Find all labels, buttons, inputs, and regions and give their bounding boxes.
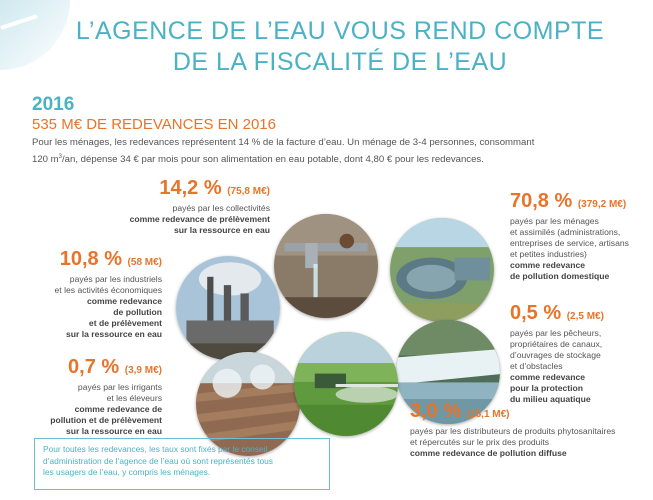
stat-industriels-bold-2: de pollution [113,307,162,317]
stat-menages-line-4: et petites industries) [510,249,587,259]
stat-menages-line-3: entreprises de service, artisans [510,238,629,248]
stat-collectivites-bold-1: comme redevance de prélèvement [129,214,270,224]
corner-stripe [0,14,37,30]
stat-menages-percent: 70,8 % [510,190,573,212]
stat-industriels-amount: (58 M€) [127,257,162,268]
stat-industriels-line-1: payés par les industriels [69,274,162,284]
stat-distributeurs-amount: (16,1 M€) [466,409,510,420]
intro-volume-exponent: 3 [58,154,63,160]
stat-industriels-line-2: et les activités économiques [54,285,162,295]
stat-menages-amount: (379,2 M€) [577,199,627,210]
info-box-line-1: Pour toutes les redevances, les taux sont fixés par le conseil [43,444,268,454]
subtitle: 535 M€ DE REDEVANCES EN 2016 [32,116,276,133]
stat-industriels-bold-4: sur la ressource en eau [65,329,162,339]
stat-menages-line-2: et assimilés (administrations, [510,227,621,237]
stat-pecheurs-line-3: d’ouvrages de stockage [510,350,601,360]
stat-distributeurs [410,400,650,459]
stat-distributeurs-header [410,400,650,426]
stat-irrigants [20,356,162,437]
stat-collectivites-header [70,177,270,203]
stat-distributeurs-line-1: payés par les distributeurs de produits phytosanitaires [410,426,616,436]
stat-irrigants-bold-2: pollution et de prélèvement [50,415,162,425]
info-box-line-2: d’administration de l’agence de l’eau où sont représentés tous [43,455,273,466]
stat-irrigants-percent: 0,7 % [68,356,120,378]
intro-paragraph [32,136,632,167]
stat-pecheurs-line-2: propriétaires de canaux, [510,339,603,349]
stat-pecheurs-bold-3: du milieu aquatique [510,394,591,404]
stat-pecheurs-bold-2: pour la protection [510,383,584,393]
stat-pecheurs-amount: (2,5 M€) [566,311,604,322]
stat-menages [510,190,650,282]
stat-industriels-header [14,248,162,274]
stat-irrigants-amount: (3,9 M€) [124,365,162,376]
stat-irrigants-header [20,356,162,382]
stat-collectivites [70,177,270,236]
intro-line-2 [32,150,632,167]
stat-pecheurs-bold-1: comme redevance [510,372,585,382]
stat-pecheurs-percent: 0,5 % [510,302,562,324]
stat-industriels-bold-3: et de prélèvement [88,318,162,328]
year-heading: 2016 [32,94,75,115]
stat-industriels-bold-1: comme redevance [87,296,162,306]
stat-pecheurs-header [510,302,650,328]
stat-collectivites-line-1: payés par les collectivités [172,203,270,213]
stat-irrigants-line-1: payés par les irrigants [77,382,162,392]
stat-menages-header [510,190,650,216]
intro-line-1: Pour les ménages, les redevances représentent 14 % de la facture d’eau. Un ménage de 3-4 personnes, consommant [32,137,535,148]
intro-volume: 120 m [32,154,59,166]
info-box [34,438,330,490]
stat-irrigants-bold-3: sur la ressource en eau [65,426,162,436]
stat-menages-bold-1: comme redevance [510,260,585,270]
stat-menages-line-1: payés par les ménages [510,216,599,226]
photo-crop-spraying [294,332,398,436]
photo-treatment-plant [390,218,494,322]
stat-irrigants-bold-1: comme redevance de [74,404,162,414]
stat-pecheurs-line-1: payés par les pêcheurs, [510,328,602,338]
intro-line-2-rest: /an, dépense 34 € par mois pour son alimentation en eau potable, dont 4,80 € pour les redevances. [62,154,484,166]
photo-industrial-plant [176,256,280,360]
stat-industriels-percent: 10,8 % [59,248,122,270]
stat-collectivites-bold-2: sur la ressource en eau [173,225,270,235]
stat-irrigants-line-2: et les éleveurs [106,393,162,403]
stat-distributeurs-line-2: et répercutés sur le prix des produits [410,437,549,447]
stat-distributeurs-bold-1: comme redevance de pollution diffuse [410,448,567,458]
page-title-line-2: DE LA FISCALITÉ DE L’EAU [172,48,508,76]
stat-distributeurs-percent: 3,0 % [410,400,462,422]
info-box-line-3: les usagers de l’eau, y compris les ménages. [43,467,211,477]
stat-menages-bold-2: de pollution domestique [510,271,610,281]
stat-collectivites-percent: 14,2 % [159,177,222,199]
stat-collectivites-amount: (75,8 M€) [227,186,270,197]
stat-pecheurs-line-4: et d’obstacles [510,361,563,371]
stat-pecheurs [510,302,650,405]
photo-tap-water [274,214,378,318]
page-title-line-1: L’AGENCE DE L’EAU VOUS REND COMPTE [75,17,605,45]
stat-industriels [14,248,162,340]
